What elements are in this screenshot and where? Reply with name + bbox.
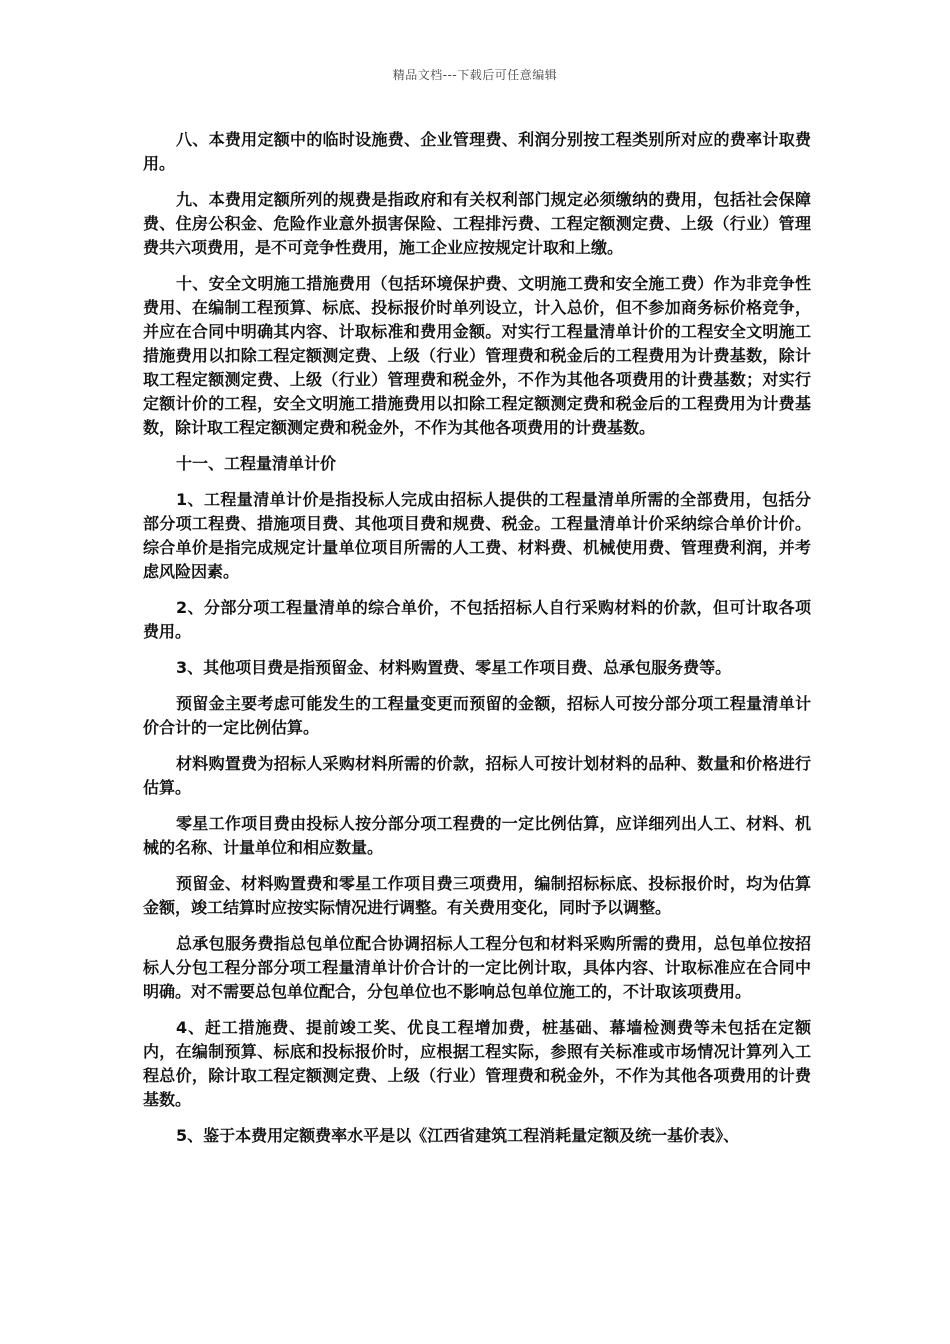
- paragraph-sporadic-work: 零星工作项目费由投标人按分部分项工程费的一定比例估算，应详细列出人工、材料、机械的名称、计量单位和相应数量。: [143, 814, 811, 857]
- paragraph-material-purchase: 材料购置费为招标人采购材料所需的价款，招标人可按计划材料的品种、数量和价格进行估算。: [143, 754, 811, 797]
- paragraph-10: 十、安全文明施工措施费用（包括环境保护费、文明施工费和安全施工费）作为非竞争性费用、在编制工程预算、标底、投标报价时单列设立，计入总价，但不参加商务标价格竞争，并应在合同中明确其内容、计取标准和费用金额。对实行工程量清单计价的工程安全文明施工措施费用以扣除工程定额测定费、上级（行业）管理费和税金后的工程费用为计费基数，除计取工程定额测定费、上级（行业）管理费和税金外，不作为其他各项费用的计费基数；对实行定额计价的工程，安全文明施工措施费用以扣除工程定额测定费和税金后的工程费用为计费基数，除计取工程定额测定费和税金外，不作为其他各项费用的计费基数。: [143, 274, 811, 437]
- paragraph-9: 九、本费用定额所列的规费是指政府和有关权利部门规定必须缴纳的费用，包括社会保障费、住房公积金、危险作业意外损害保险、工程排污费、工程定额测定费、上级（行业）管理费共六项费用，是不可竞争性费用，施工企业应按规定计取和上缴。: [143, 190, 811, 257]
- paragraph-three-fees: 预留金、材料购置费和零星工作项目费三项费用，编制招标标底、投标报价时，均为估算金额，竣工结算时应按实际情况进行调整。有关费用变化，同时予以调整。: [143, 874, 811, 917]
- document-body: [143, 128, 811, 1160]
- paragraph-11-5: 5、鉴于本费用定额费率水平是以《江西省建筑工程消耗量定额及统一基价表》、: [176, 1126, 740, 1145]
- paragraph-8: 八、本费用定额中的临时设施费、企业管理费、利润分别按工程类别所对应的费率计取费用。: [143, 130, 811, 173]
- paragraph-11-1: 1、工程量清单计价是指投标人完成由招标人提供的工程量清单所需的全部费用，包括分部分项工程费、措施项目费、其他项目费和规费、税金。工程量清单计价采纳综合单价计价。综合单价是指完成规定计量单位项目所需的人工费、材料费、机械使用费、管理费利润，并考虑风险因素。: [143, 490, 811, 581]
- page-header: 精品文档---下载后可任意编辑: [392, 68, 558, 82]
- section-heading-11: 十一、工程量清单计价: [176, 454, 337, 473]
- paragraph-11-3: 3、其他项目费是指预留金、材料购置费、零星工作项目费、总承包服务费等。: [176, 658, 732, 677]
- paragraph-reserve-fund: 预留金主要考虑可能发生的工程量变更而预留的金额，招标人可按分部分项工程量清单计价合计的一定比例估算。: [143, 694, 811, 737]
- paragraph-general-contract-service: 总承包服务费指总包单位配合协调招标人工程分包和材料采购所需的费用，总包单位按招标人分包工程分部分项工程量清单计价合计的一定比例计取，具体内容、计取标准应在合同中明确。对不需要总包单位配合，分包单位也不影响总包单位施工的，不计取该项费用。: [143, 934, 811, 1001]
- paragraph-11-4: 4、赶工措施费、提前竣工奖、优良工程增加费，桩基础、幕墙检测费等未包括在定额内，在编制预算、标底和投标报价时，应根据工程实际，参照有关标准或市场情况计算列入工程总价，除计取工程定额测定费、上级（行业）管理费和税金外，不作为其他各项费用的计费基数。: [143, 1018, 811, 1109]
- paragraph-11-2: 2、分部分项工程量清单的综合单价，不包括招标人自行采购材料的价款，但可计取各项费用。: [143, 598, 811, 641]
